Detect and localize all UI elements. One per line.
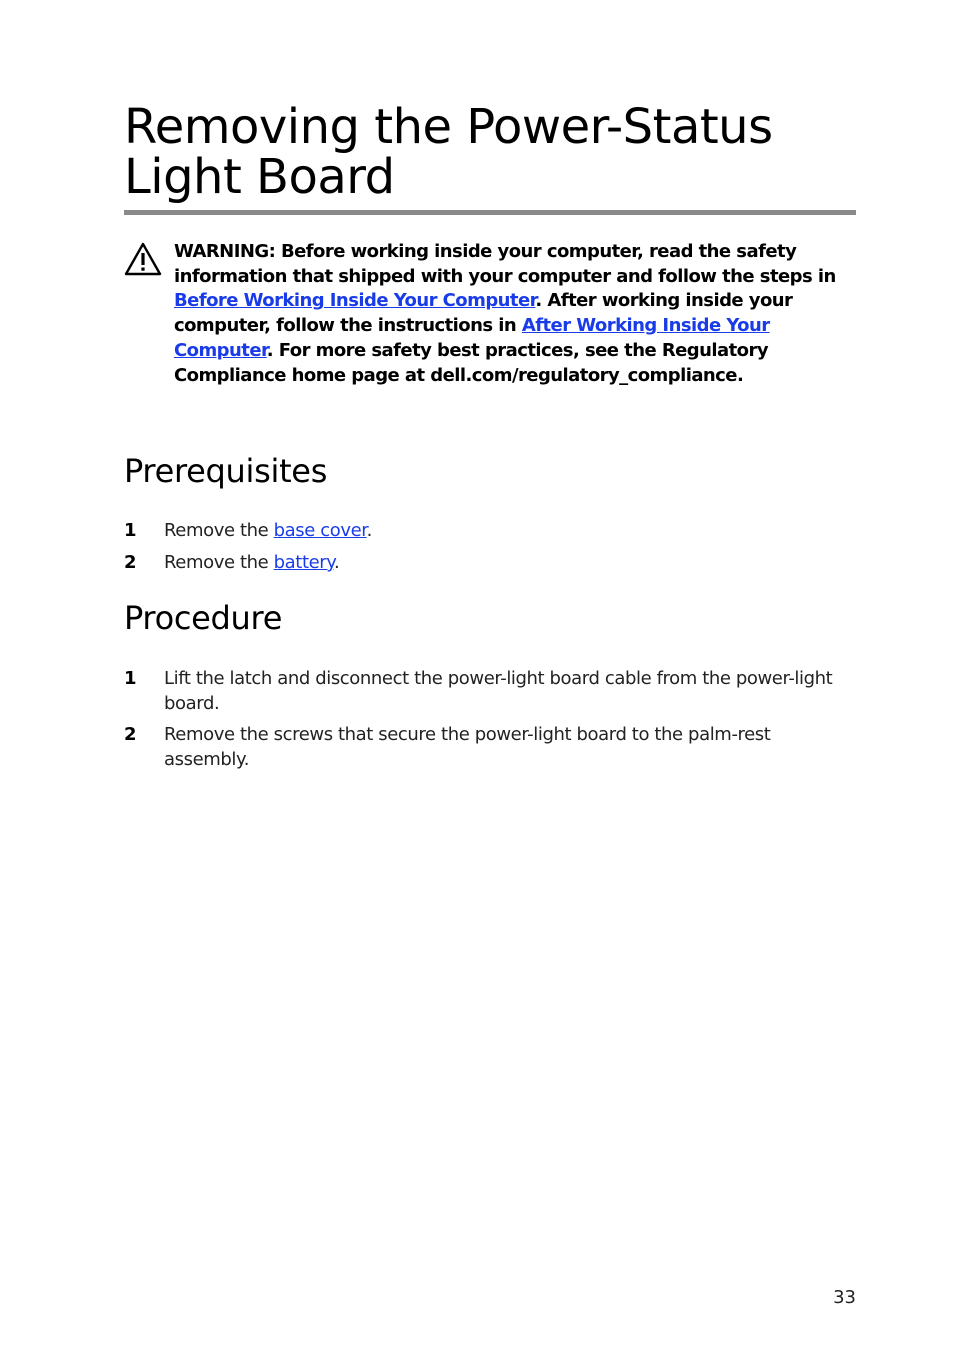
list-item (124, 518, 856, 543)
warning-text-3: . For more safety best practices, see the Regulatory Compliance home page at dell.com/regulatory_compliance. (174, 339, 769, 386)
page-number: 33 (833, 1287, 856, 1308)
step-number: 2 (124, 724, 137, 745)
procedure-heading: Procedure (124, 599, 283, 637)
title-underline (124, 210, 856, 215)
warning-message (174, 240, 864, 388)
before-working-link[interactable]: Before Working Inside Your Computer (174, 290, 536, 312)
step-number: 1 (124, 668, 137, 689)
warning-triangle-icon (124, 242, 162, 276)
list-item (124, 722, 856, 772)
battery-link[interactable]: battery (273, 552, 334, 573)
prerequisites-list (124, 518, 856, 582)
step-number: 2 (124, 552, 137, 573)
step-text: Remove the screws that secure the power-light board to the palm-rest assembly. (164, 724, 771, 770)
after-working-link[interactable]: After Working Inside Your Computer (174, 315, 770, 361)
step-suffix: . (333, 552, 340, 573)
prerequisites-heading: Prerequisites (124, 452, 328, 490)
step-text: Lift the latch and disconnect the power-light board cable from the power-light board. (164, 668, 833, 714)
list-item (124, 666, 856, 716)
procedure-list (124, 666, 856, 778)
step-suffix: . (366, 520, 372, 541)
list-item (124, 550, 856, 575)
step-text: Remove the (164, 520, 274, 541)
warning-text-1: WARNING: Before working inside your computer, read the safety information that shipped with your computer and follow the steps in (174, 241, 836, 287)
step-number: 1 (124, 520, 137, 541)
base-cover-link[interactable]: base cover (273, 520, 367, 541)
page-title: Removing the Power-Status Light Board (124, 99, 773, 205)
step-text: Remove the (164, 552, 274, 573)
warning-text-2: . After working inside your computer, follow the instructions in (174, 290, 793, 337)
